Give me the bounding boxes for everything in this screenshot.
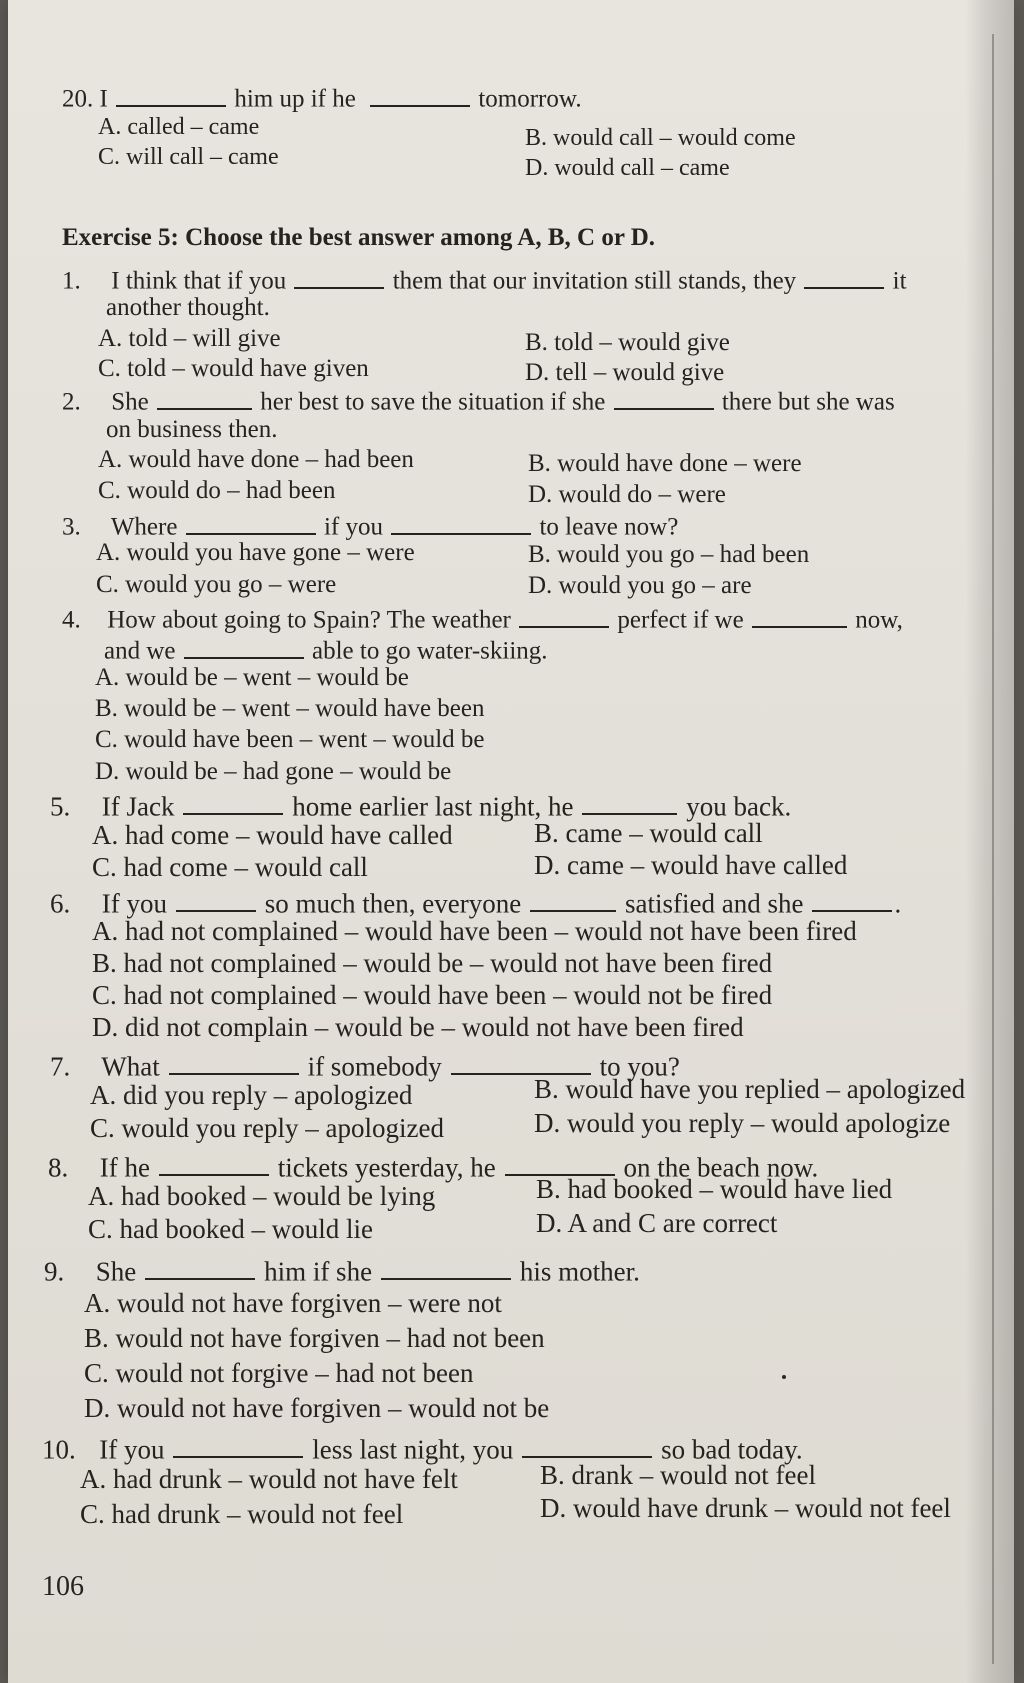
- question-number: 20. I: [62, 85, 108, 113]
- question-text: and we: [104, 637, 176, 665]
- answer-blank: [505, 1150, 615, 1176]
- question-text: She: [95, 1256, 137, 1287]
- question-1-line-1: [62, 264, 907, 294]
- question-text: if you: [323, 513, 383, 541]
- answer-blank: [391, 510, 531, 535]
- option-c: C. would you reply – apologized: [90, 1113, 444, 1143]
- question-text: now,: [855, 606, 903, 634]
- answer-blank: [183, 789, 283, 815]
- option-c: C. had booked – would lie: [88, 1214, 373, 1244]
- exercise-title: Exercise 5: Choose the best answer among A, B, C or D.: [62, 224, 656, 251]
- option-d: D. did not complain – would be – would not have been fired: [92, 1012, 744, 1042]
- question-4-line-1: [62, 603, 903, 633]
- question-text: them that our invitation still stands, they: [392, 267, 797, 295]
- option-d: D. would you go – are: [528, 572, 752, 599]
- option-b: B. would have done – were: [528, 450, 802, 477]
- option-d: D. would have drunk – would not feel: [540, 1493, 951, 1523]
- answer-blank: [169, 1049, 299, 1075]
- option-a: A. told – will give: [98, 325, 281, 352]
- option-c: C. would not forgive – had not been: [84, 1358, 474, 1388]
- option-d: D. would do – were: [528, 481, 726, 508]
- question-text: to leave now?: [539, 513, 679, 541]
- option-a: A. would have done – had been: [98, 446, 414, 473]
- option-a: A. had drunk – would not have felt: [80, 1464, 458, 1494]
- question-text: if somebody: [307, 1051, 442, 1082]
- option-b: B. would call – would come: [525, 125, 796, 151]
- option-b: B. had not complained – would be – would not have been fired: [92, 948, 773, 978]
- option-b: B. would you go – had been: [528, 541, 810, 568]
- question-5-line-1: [50, 789, 791, 820]
- question-4-line-2: [104, 634, 548, 664]
- option-a: A. did you reply – apologized: [90, 1080, 413, 1110]
- answer-blank: [184, 634, 304, 659]
- question-3-line-1: [62, 510, 678, 540]
- question-number: 5.: [50, 791, 71, 822]
- question-number: 1.: [62, 267, 81, 295]
- option-c: C. told – would have given: [98, 355, 369, 382]
- question-text: less last night, you: [312, 1434, 514, 1465]
- option-a: A. would be – went – would be: [95, 664, 409, 691]
- question-text: on the beach now.: [623, 1152, 819, 1183]
- question-6-line-1: [50, 886, 901, 917]
- answer-blank: [582, 789, 677, 815]
- answer-blank: [173, 1432, 303, 1458]
- option-b: B. told – would give: [525, 329, 730, 356]
- answer-blank: [530, 886, 616, 912]
- question-text: She: [111, 388, 149, 416]
- option-b: B. would be – went – would have been: [95, 695, 485, 722]
- answer-blank: [176, 886, 256, 912]
- option-c: C. would have been – went – would be: [95, 726, 485, 753]
- option-b: B. would have you replied – apologized: [534, 1074, 966, 1104]
- question-20-stem: [62, 82, 582, 112]
- option-a: A. would you have gone – were: [96, 539, 415, 566]
- question-text: Where: [110, 513, 178, 541]
- option-d: D. tell – would give: [525, 359, 725, 386]
- option-c: C. would you go – were: [96, 571, 337, 598]
- question-text: If you: [101, 888, 167, 919]
- question-text: there but she was: [721, 388, 895, 416]
- option-d: D. A and C are correct: [536, 1208, 778, 1238]
- stray-mark: [782, 1375, 786, 1379]
- question-text: so bad today.: [661, 1434, 803, 1465]
- question-text: tickets yesterday, he: [277, 1152, 496, 1183]
- question-text: How about going to Spain? The weather: [107, 606, 511, 634]
- question-number: 9.: [44, 1256, 65, 1287]
- question-number: 7.: [50, 1051, 71, 1082]
- question-text: If Jack: [101, 791, 175, 822]
- answer-blank: [381, 1254, 511, 1280]
- question-number: 2.: [62, 388, 81, 416]
- option-d: D. would be – had gone – would be: [95, 758, 452, 785]
- question-text: him if she: [264, 1256, 373, 1287]
- question-text: to you?: [599, 1051, 680, 1082]
- question-2-line-1: [62, 385, 895, 415]
- question-text: you back.: [686, 791, 792, 822]
- option-c: C. had not complained – would have been – would not be fired: [92, 980, 773, 1010]
- question-text: tomorrow.: [478, 85, 582, 113]
- question-punctuation: .: [894, 888, 902, 919]
- question-text: her best to save the situation if she: [260, 388, 606, 416]
- question-number: 10.: [42, 1434, 76, 1465]
- answer-blank: [157, 385, 252, 410]
- option-b: B. drank – would not feel: [540, 1460, 816, 1490]
- question-text: home earlier last night, he: [292, 791, 574, 822]
- option-a: A. had not complained – would have been – would not have been fired: [92, 916, 857, 946]
- option-c: C. had come – would call: [92, 852, 368, 882]
- option-b: B. had booked – would have lied: [536, 1174, 893, 1204]
- answer-blank: [451, 1049, 591, 1075]
- question-text: it: [892, 267, 907, 295]
- question-text: able to go water-skiing.: [312, 637, 548, 665]
- option-c: C. had drunk – would not feel: [80, 1499, 404, 1529]
- question-number: 3.: [62, 513, 81, 541]
- question-10-line-1: [42, 1432, 803, 1463]
- answer-blank: [159, 1150, 269, 1176]
- answer-blank: [614, 385, 714, 410]
- question-text: satisfied and she: [625, 888, 804, 919]
- question-1-line-2: another thought.: [106, 294, 270, 321]
- option-d: D. would not have forgiven – would not be: [84, 1393, 550, 1423]
- question-text: What: [101, 1051, 160, 1082]
- answer-blank: [186, 510, 316, 535]
- answer-blank: [752, 603, 847, 628]
- option-d: D. would call – came: [525, 155, 730, 181]
- question-9-line-1: [44, 1254, 640, 1285]
- option-c: C. would do – had been: [98, 477, 336, 504]
- question-number: 6.: [50, 888, 71, 919]
- answer-blank: [812, 886, 892, 912]
- question-text: him up if he: [234, 85, 356, 113]
- question-number: 4.: [62, 606, 81, 634]
- question-2-line-2: on business then.: [106, 416, 278, 443]
- option-b: B. came – would call: [534, 818, 763, 848]
- answer-blank: [294, 264, 384, 289]
- option-a: A. called – came: [98, 114, 260, 140]
- option-b: B. would not have forgiven – had not been: [84, 1323, 545, 1353]
- option-a: A. had come – would have called: [92, 820, 453, 850]
- question-text: so much then, everyone: [264, 888, 522, 919]
- option-a: A. had booked – would be lying: [88, 1181, 436, 1211]
- option-d: D. came – would have called: [534, 850, 848, 880]
- question-text: I think that if you: [111, 267, 287, 295]
- question-text: If you: [99, 1434, 165, 1465]
- question-text: If he: [99, 1152, 150, 1183]
- option-c: C. will call – came: [98, 144, 279, 170]
- answer-blank: [370, 82, 470, 107]
- question-text: perfect if we: [617, 606, 744, 634]
- answer-blank: [522, 1432, 652, 1458]
- answer-blank: [116, 82, 226, 107]
- option-d: D. would you reply – would apologize: [534, 1108, 951, 1138]
- question-number: 8.: [48, 1152, 69, 1183]
- page-number: 106: [42, 1571, 84, 1602]
- question-text: his mother.: [519, 1256, 640, 1287]
- option-a: A. would not have forgiven – were not: [84, 1288, 502, 1318]
- answer-blank: [519, 603, 609, 628]
- answer-blank: [145, 1254, 255, 1280]
- answer-blank: [804, 264, 884, 289]
